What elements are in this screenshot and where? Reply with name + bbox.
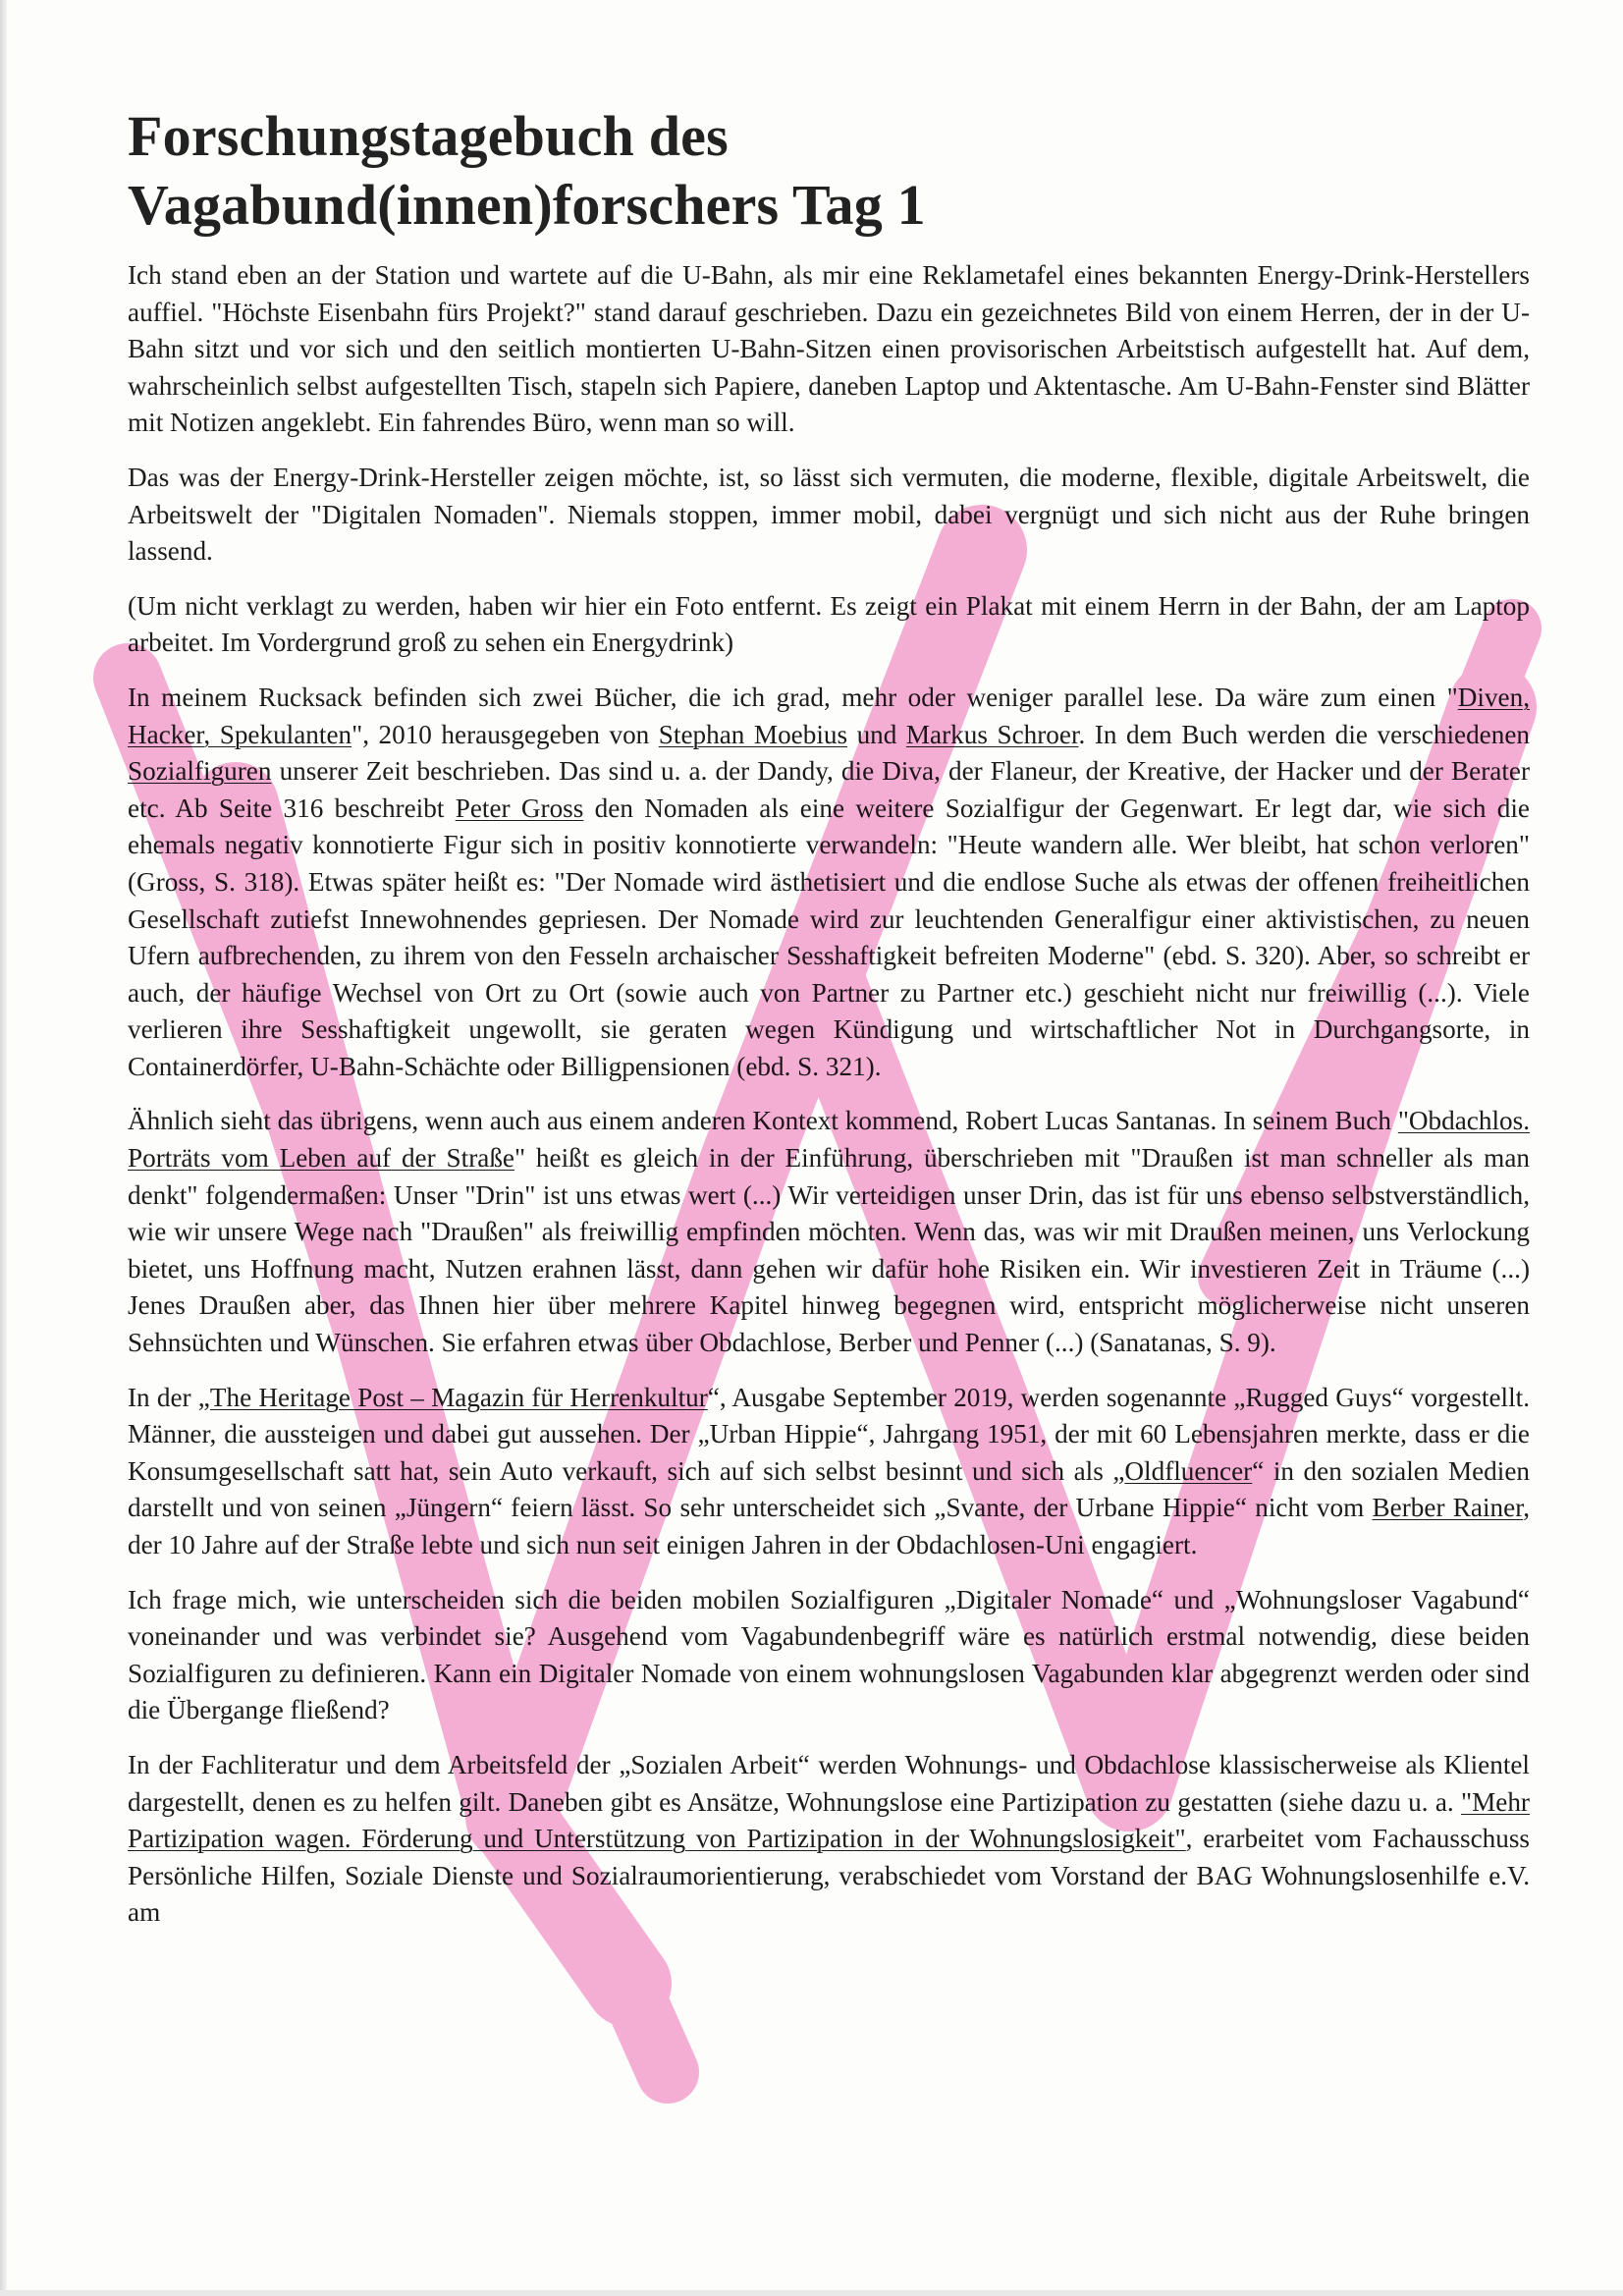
paragraph-p4 bbox=[128, 680, 1530, 1086]
paragraph-text: " heißt es gleich in der Einführung, überschrieben mit "Draußen ist man schneller als man denkt" folgendermaßen: Unser "Drin" ist uns etwas wert (...) Wir verteidigen unser Drin, das ist für uns ebenso selbstverständlich, wie wir unsere Wege nach "Draußen" als freiwillig empfinden möchten. Wenn das, was wir mit Draußen meinen, uns Verlockung bietet, uns Hoffnung macht, Nutzen erahnen lässt, dann gehen wir dafür hohe Risiken ein. Wir investieren Zeit in Träume (...) Jenes Draußen aber, das Ihnen hier über mehrere Kapitel hinweg begegnen wird, entspricht möglicherweise nicht unseren Sehnsüchten und Wünschen. Sie erfahren etwas über Obdachlose, Berber und Penner (...) (Sanatanas, S. 9). bbox=[128, 1143, 1530, 1358]
paragraph-text: den Nomaden als eine weitere Sozialfigur der Gegenwart. Er legt dar, wie sich die ehemals negativ konnotierte Figur sich in positiv konnotierte verwandeln: "Heute wandern alle. Wer bleibt, hat schon verloren" (Gross, S. 318). Etwas später heißt es: "Der Nomade wird ästhetisiert und die endlose Suche als etwas der offenen freiheitlichen Gesellschaft zutiefst Innewohnendes gepriesen. Der Nomade wird zur leuchtenden Generalfigur einer aktivistischen, zu neuen Ufern aufbrechenden, zu ihrem von den Fesseln archaischer Sesshaftigkeit befreiten Moderne" (ebd. S. 320). Aber, so schreibt er auch, der häufige Wechsel von Ort zu Ort (sowie auch von Partner zu Partner etc.) geschieht nicht nur freiwillig (...). Viele verlieren ihre Sesshaftigkeit ungewollt, sie geraten wegen Kündigung und wirtschaftlicher Not in Durchgangsorte, in Containerdörfer, U-Bahn-Schächte oder Billigpensionen (ebd. S. 321). bbox=[128, 793, 1530, 1081]
paragraph-text: Das was der Energy-Drink-Hersteller zeigen möchte, ist, so lässt sich vermuten, die moderne, flexible, digitale Arbeitswelt, die Arbeitswelt der "Digitalen Nomaden". Niemals stoppen, immer mobil, dabei vergnügt und sich nicht aus der Ruhe bringen lassend. bbox=[128, 462, 1530, 567]
reference-link[interactable]: Stephan Moebius bbox=[658, 719, 848, 749]
paragraph-text: und bbox=[847, 719, 906, 749]
paragraph-p6 bbox=[128, 1380, 1530, 1564]
reference-link[interactable]: Peter Gross bbox=[455, 793, 584, 823]
paragraph-list bbox=[128, 257, 1530, 1932]
reference-link[interactable]: "Mehr Partizipation wagen. Förderung und Unterstützung von Partizipation in der Wohnungslosigkeit" bbox=[128, 1786, 1530, 1854]
paragraph-p5 bbox=[128, 1103, 1530, 1361]
paragraph-text: In der Fachliteratur und dem Arbeitsfeld der „Sozialen Arbeit“ werden Wohnungs- und Obdachlose klassischerweise als Klientel dargestellt, denen es zu helfen gilt. Daneben gibt es Ansätze, Wohnungslose eine Partizipation zu gestatten (siehe dazu u. a. bbox=[128, 1749, 1530, 1817]
reference-link[interactable]: The Heritage Post – Magazin für Herrenkultur bbox=[209, 1382, 708, 1412]
reference-link[interactable]: Markus Schroer bbox=[905, 719, 1079, 749]
document-body bbox=[128, 102, 1530, 1949]
highlighter-stroke bbox=[628, 1984, 668, 2072]
reference-link[interactable]: Berber Rainer bbox=[1372, 1493, 1524, 1523]
paragraph-p1 bbox=[128, 257, 1530, 442]
paragraph-text: “, Ausgabe September 2019, werden sogenannte „Rugged Guys“ vorgestellt. Männer, die aussteigen und dabei gut aussehen. Der „Urban Hippie“, Jahrgang 1951, der mit 60 Lebensjahren merkte, dass er die Konsumgesellschaft satt hat, sein Auto verkauft, sich auf sich selbst besinnt und sich als „ bbox=[128, 1382, 1531, 1486]
reference-link[interactable]: "Obdachlos. Porträts vom Leben auf der Straße bbox=[128, 1106, 1530, 1174]
reference-link[interactable]: Diven, Hacker, Spekulanten bbox=[128, 682, 1530, 749]
paragraph-text: “ in den sozialen Medien darstellt und von seinen „Jüngern“ feiern lässt. So sehr unterscheidet sich „Svante, der Urbane Hippie“ nicht vom bbox=[128, 1455, 1530, 1523]
scan-edge-bottom bbox=[0, 2290, 1623, 2296]
paragraph-p8 bbox=[128, 1747, 1530, 1932]
paragraph-text: Ich stand eben an der Station und wartete auf die U-Bahn, als mir eine Reklametafel eines bekannten Energy-Drink-Herstellers auffiel. "Höchste Eisenbahn fürs Projekt?" stand darauf geschrieben. Dazu ein gezeichnetes Bild von einem Herren, der in der U-Bahn sitzt und vor sich und den seitlich montierten U-Bahn-Sitzen einen provisorischen Arbeitstisch aufgestellt hat. Auf dem, wahrscheinlich selbst aufgestellten Tisch, stapeln sich Papiere, daneben Laptop und Aktentasche. Am U-Bahn-Fenster sind Blätter mit Notizen angeklebt. Ein fahrendes Büro, wenn man so will. bbox=[128, 260, 1530, 438]
paragraph-text: . In dem Buch werden die verschiedenen bbox=[1078, 719, 1530, 749]
paragraph-text: Ich frage mich, wie unterscheiden sich die beiden mobilen Sozialfiguren „Digitaler Nomade“ und „Wohnungsloser Vagabund“ voneinander und was verbindet sie? Ausgehend vom Vagabundenbegriff wäre es natürlich erstmal notwendig, diese beiden Sozialfiguren zu definieren. Kann ein Digitaler Nomade von einem wohnungslosen Vagabunden klar abgegrenzt werden oder sind die Übergange fließend? bbox=[128, 1584, 1530, 1725]
page-title bbox=[128, 102, 1530, 240]
paragraph-text: , erarbeitet vom Fachausschuss Persönliche Hilfen, Soziale Dienste und Sozialraumorientierung, verabschiedet vom Vorstand der BAG Wohnungslosenhilfe e.V. am bbox=[128, 1824, 1530, 1928]
paragraph-text: Ähnlich sieht das übrigens, wenn auch aus einem anderen Kontext kommend, Robert Lucas Santanas. In seinem Buch bbox=[128, 1106, 1398, 1136]
paragraph-p7 bbox=[128, 1582, 1530, 1729]
title-line-2: Vagabund(innen)forschers Tag 1 bbox=[128, 173, 926, 237]
paragraph-text: ", 2010 herausgegeben von bbox=[352, 719, 659, 749]
paragraph-text: unserer Zeit beschrieben. Das sind u. a. der Dandy, die Diva, der Flaneur, der Kreative, der Hacker und der Berater etc. Ab Seite 316 beschreibt bbox=[128, 756, 1530, 823]
paragraph-p3 bbox=[128, 588, 1530, 662]
title-line-1: Forschungstagebuch des bbox=[128, 104, 729, 168]
reference-link[interactable]: Sozialfiguren bbox=[128, 756, 272, 787]
paragraph-text: (Um nicht verklagt zu werden, haben wir hier ein Foto entfernt. Es zeigt ein Plakat mit einem Herrn in der Bahn, der am Laptop arbeitet. Im Vordergrund groß zu sehen ein Energydrink) bbox=[128, 590, 1530, 658]
scan-edge-left bbox=[0, 0, 7, 2296]
paragraph-p2 bbox=[128, 460, 1530, 571]
paragraph-text: In der „ bbox=[128, 1382, 210, 1412]
reference-link[interactable]: Oldfluencer bbox=[1124, 1455, 1253, 1486]
paragraph-text: In meinem Rucksack befinden sich zwei Bücher, die ich grad, mehr oder weniger parallel lese. Da wäre zum einen " bbox=[128, 682, 1458, 712]
paragraph-text: , der 10 Jahre auf der Straße lebte und sich nun seit einigen Jahren in der Obdachlosen-Uni engagiert. bbox=[128, 1493, 1530, 1559]
